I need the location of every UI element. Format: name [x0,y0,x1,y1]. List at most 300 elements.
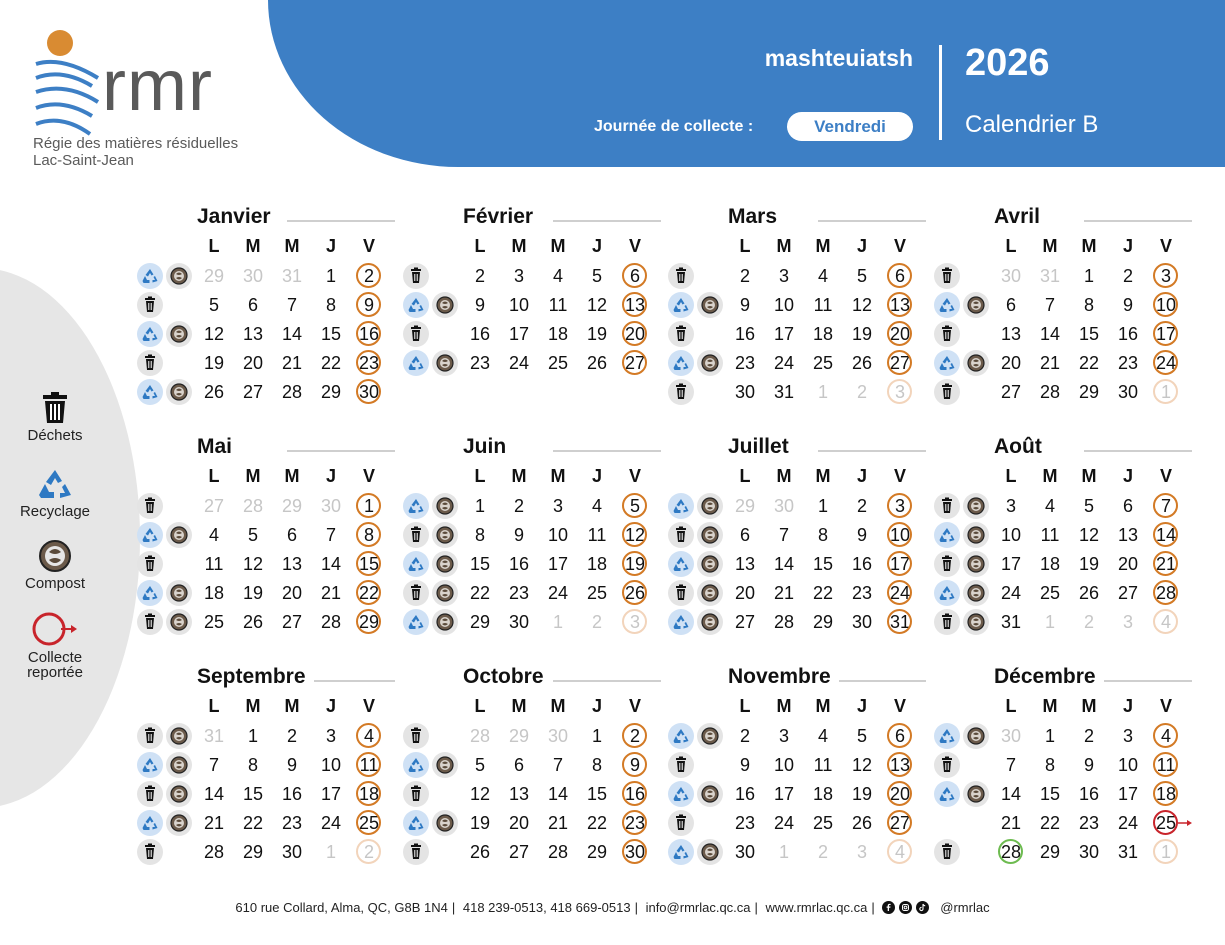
calendar-day: 1 [817,496,828,516]
legend-item-postponed [10,612,100,680]
recycling-icon [403,292,429,318]
calendar-day: 19 [469,813,491,833]
month-divider [287,220,395,222]
calendar-day: 23 [1078,813,1100,833]
calendar-day: 10 [773,755,795,775]
calendar-day: 17 [547,554,569,574]
calendar-day: 2 [739,266,750,286]
calendar-day: 11 [813,755,833,775]
calendar-day: 6 [286,525,297,545]
weekday-header: L [474,696,486,716]
trash-icon [137,723,163,749]
compost-icon [166,580,192,606]
calendar-day: 17 [1117,784,1139,804]
calendar-day: 28 [547,842,569,862]
month-divider [818,220,926,222]
header-divider [939,45,942,140]
weekday-header: M [550,466,566,486]
calendar-day: 16 [281,784,303,804]
compost-icon [697,723,723,749]
calendar-day: 9 [739,755,750,775]
weekday-header: L [1005,236,1017,256]
recycling-icon [668,723,694,749]
month-divider [287,450,395,452]
weekday-header: M [1081,236,1097,256]
weekday-header: J [591,466,602,486]
calendar-day: 23 [734,813,756,833]
calendar-day: 20 [734,583,756,603]
calendar-day: 2 [856,496,867,516]
month-12 [934,665,1192,875]
calendar-day: 30 [242,266,264,286]
weekday-header: V [1159,236,1172,256]
calendar-day: 7 [286,295,297,315]
calendar-day: 15 [1039,784,1061,804]
footer-website[interactable]: www.rmrlac.qc.ca [765,900,868,915]
calendar-day: 23 [734,353,756,373]
logo-waves-icon [32,56,102,146]
calendar-day: 11 [813,295,833,315]
calendar-day: 1 [591,726,602,746]
calendar-day: 30 [1117,382,1139,402]
recycling-icon [137,379,163,405]
weekday-header: M [1042,696,1058,716]
calendar-day: 13 [734,554,756,574]
calendar-day: 31 [773,382,795,402]
calendar-day: 13 [242,324,264,344]
compost-icon [697,350,723,376]
month-3 [668,205,926,415]
calendar-day: 13 [508,784,530,804]
compost-icon [697,609,723,635]
postponed-arrow-icon [1178,818,1192,828]
footer-email[interactable]: info@rmrlac.qc.ca [645,900,751,915]
trash-icon [137,350,163,376]
calendar-day: 27 [885,349,915,377]
calendar-day: 5 [1083,496,1094,516]
calendar-day: 6 [739,525,750,545]
calendar-day: 25 [1039,583,1061,603]
month-title: Décembre [994,665,1104,689]
calendar-day: 1 [474,496,485,516]
calendar-day: 18 [1039,554,1061,574]
recycling-icon [934,292,960,318]
weekday-header: M [511,236,527,256]
calendar-day: 1 [354,492,384,520]
logo-wordmark: rmr [102,46,213,126]
calendar-day: 7 [778,525,789,545]
calendar-day: 1 [1044,726,1055,746]
calendar-day: 4 [1151,608,1181,636]
weekday-header: V [1159,696,1172,716]
trash-icon [403,839,429,865]
recycling-icon [137,263,163,289]
calendar-day: 21 [281,353,303,373]
calendar-day: 6 [513,755,524,775]
calendar-day: 7 [552,755,563,775]
footer: 610 rue Collard, Alma, QC, G8B 1N4 | 418 239-0513, 418 669-0513 | info@rmrlac.qc.ca | www.rmrlac.qc.ca | @rmrlac [235,900,990,915]
weekday-header: L [739,466,751,486]
compost-icon [432,580,458,606]
compost-icon [166,723,192,749]
calendar-day: 24 [508,353,530,373]
calendar-day: 30 [1000,266,1022,286]
calendar-day: 4 [817,266,828,286]
calendar-day: 2 [1122,266,1133,286]
calendar-day: 30 [354,378,384,406]
compost-icon [432,551,458,577]
calendar-day: 3 [856,842,867,862]
month-divider [553,680,661,682]
calendar-day: 5 [620,492,650,520]
calendar-day: 30 [734,382,756,402]
calendar-day: 27 [203,496,225,516]
calendar-day: 24 [320,813,342,833]
collection-day-badge: Vendredi [787,112,913,141]
calendar-day: 30 [851,612,873,632]
trash-icon [934,379,960,405]
recycling-icon [403,493,429,519]
calendar-day: 31 [1000,612,1022,632]
month-6 [403,435,661,645]
compost-icon [432,609,458,635]
calendar-day: 17 [773,324,795,344]
side-decoration [0,268,140,808]
trash-icon [403,580,429,606]
calendar-day: 24 [773,353,795,373]
weekday-header: J [1122,466,1133,486]
calendar-day: 30 [773,496,795,516]
calendar-day: 17 [1000,554,1022,574]
compost-icon [963,551,989,577]
calendar-day: 5 [247,525,258,545]
month-title: Août [994,435,1050,459]
calendar-day: 31 [203,726,225,746]
calendar-day: 27 [1000,382,1022,402]
weekday-header: M [511,466,527,486]
facebook-icon[interactable] [882,901,895,914]
legend-label-recycling: Recyclage [19,503,91,520]
calendar-day: 15 [354,550,384,578]
compost-icon [166,781,192,807]
recycling-icon [403,752,429,778]
postponed-icon [31,612,79,646]
logo-subtitle-line2: Lac-Saint-Jean [33,152,134,169]
calendar-day: 3 [885,492,915,520]
footer-social-handle[interactable]: @rmrlac [940,900,990,915]
logo-dot [47,30,73,56]
compost-icon [963,580,989,606]
calendar-day: 15 [812,554,834,574]
recycling-icon [403,350,429,376]
calendar-day: 24 [885,579,915,607]
trash-icon [403,263,429,289]
recycling-icon [403,810,429,836]
calendar-day: 18 [812,784,834,804]
calendar-day: 2 [817,842,828,862]
calendar-day: 10 [885,521,915,549]
compost-icon [166,609,192,635]
calendar-day: 6 [1122,496,1133,516]
recycling-icon [934,723,960,749]
trash-icon [403,522,429,548]
weekday-header: J [325,236,336,256]
calendar-day: 22 [354,579,384,607]
legend-item-recycling [10,468,100,519]
compost-icon [963,522,989,548]
calendar-day: 27 [508,842,530,862]
trash-icon [403,321,429,347]
weekday-header: M [550,696,566,716]
rmr-logo [32,30,272,170]
month-title: Octobre [463,665,552,689]
calendar-day: 17 [885,550,915,578]
calendar-day: 31 [281,266,303,286]
calendar-day: 26 [586,353,608,373]
weekday-header: V [362,466,375,486]
calendar-day: 23 [281,813,303,833]
calendar-day: 29 [203,266,225,286]
calendar-day: 13 [1117,525,1139,545]
calendar-day: 26 [203,382,225,402]
weekday-header: M [284,696,300,716]
calendar-day: 30 [1078,842,1100,862]
calendar-day: 2 [739,726,750,746]
calendar-day: 5 [591,266,602,286]
weekday-header: V [628,466,641,486]
weekday-header: L [474,466,486,486]
trash-icon [934,551,960,577]
calendar-day: 19 [1078,554,1100,574]
municipality-name: mashteuiatsh [764,45,913,71]
calendar-day: 9 [354,291,384,319]
calendar-day: 19 [851,324,873,344]
calendar-day: 30 [281,842,303,862]
compost-icon [432,522,458,548]
calendar-day: 2 [474,266,485,286]
calendar-day: 7 [208,755,219,775]
calendar-day: 19 [851,784,873,804]
calendar-day: 22 [469,583,491,603]
recycling-icon [403,551,429,577]
calendar-day: 14 [1000,784,1022,804]
calendar-day: 28 [1151,579,1181,607]
calendar-day: 23 [851,583,873,603]
calendar-day: 15 [242,784,264,804]
calendar-day: 18 [547,324,569,344]
calendar-day: 22 [242,813,264,833]
calendar-day: 4 [817,726,828,746]
calendar-day: 11 [587,525,607,545]
calendar-day: 30 [734,842,756,862]
trash-icon [137,781,163,807]
calendar-day: 19 [620,550,650,578]
calendar-day: 28 [996,838,1026,866]
calendar-day: 16 [354,320,384,348]
recycling-icon [137,580,163,606]
calendar-day: 19 [242,583,264,603]
calendar-day: 20 [885,320,915,348]
calendar-day: 14 [1151,521,1181,549]
calendar-day: 22 [812,583,834,603]
compost-icon [432,810,458,836]
weekday-header: V [893,236,906,256]
calendar-day: 16 [620,780,650,808]
compost-icon [697,522,723,548]
weekday-header: L [739,696,751,716]
calendar-day: 28 [320,612,342,632]
calendar-day: 28 [1039,382,1061,402]
weekday-header: M [245,236,261,256]
month-2 [403,205,661,415]
weekday-header: M [776,236,792,256]
calendar-day: 19 [203,353,225,373]
calendar-day: 11 [204,554,224,574]
compost-icon [697,839,723,865]
calendar-day: 6 [620,262,650,290]
calendar-day: 18 [586,554,608,574]
footer-address: 610 rue Collard, Alma, QC, G8B 1N4 [235,900,448,915]
calendar-day: 9 [513,525,524,545]
trash-icon [934,263,960,289]
weekday-header: J [856,236,867,256]
month-8 [934,435,1192,645]
calendar-day: 4 [1151,722,1181,750]
calendar-day: 3 [1005,496,1016,516]
legend-item-trash [10,392,100,443]
weekday-header: V [628,696,641,716]
trash-icon [137,839,163,865]
calendar-day: 25 [203,612,225,632]
calendar-day: 16 [508,554,530,574]
weekday-header: J [591,696,602,716]
calendar-day: 1 [1044,612,1055,632]
calendar-day: 17 [773,784,795,804]
calendar-day: 13 [1000,324,1022,344]
calendar-day: 16 [469,324,491,344]
calendar-day: 31 [1039,266,1061,286]
recycling-icon [668,493,694,519]
trash-icon [934,493,960,519]
calendar-day: 1 [325,266,336,286]
calendar-day: 28 [203,842,225,862]
calendar-day: 2 [591,612,602,632]
recycling-icon [934,580,960,606]
legend-label-trash: Déchets [27,427,83,444]
weekday-header: M [1042,236,1058,256]
footer-social-icons [882,900,932,915]
calendar-day: 14 [320,554,342,574]
calendar-day: 14 [547,784,569,804]
calendar-day: 3 [885,378,915,406]
calendar-day: 18 [812,324,834,344]
recycling-icon [668,781,694,807]
calendar-name: Calendrier B [965,111,1099,138]
tiktok-icon[interactable] [916,901,929,914]
calendar-day: 2 [354,262,384,290]
calendar-day: 16 [1078,784,1100,804]
trash-icon [668,522,694,548]
calendar-day: 27 [281,612,303,632]
calendar-day: 20 [1000,353,1022,373]
calendar-day: 22 [1078,353,1100,373]
month-divider [818,450,926,452]
calendar-day: 2 [1083,726,1094,746]
calendar-day: 21 [1151,550,1181,578]
compost-icon [166,752,192,778]
calendar-day: 30 [320,496,342,516]
weekday-header: M [1042,466,1058,486]
instagram-icon[interactable] [899,901,912,914]
calendar-day: 24 [773,813,795,833]
weekday-header: V [362,696,375,716]
calendar-day: 14 [281,324,303,344]
calendar-day: 16 [734,324,756,344]
calendar-day: 18 [203,583,225,603]
calendar-day: 30 [1000,726,1022,746]
trash-icon [934,609,960,635]
recycling-icon [668,839,694,865]
recycling-icon [137,522,163,548]
calendar-day: 20 [281,583,303,603]
weekday-header: L [208,696,220,716]
weekday-header: M [284,236,300,256]
month-title: Avril [994,205,1048,229]
calendar-day: 2 [620,722,650,750]
calendar-day: 10 [508,295,530,315]
recycling-icon [38,468,72,500]
calendar-day: 28 [773,612,795,632]
weekday-header: L [1005,696,1017,716]
calendar-day: 1 [552,612,563,632]
calendar-day: 14 [203,784,225,804]
footer-phones: 418 239-0513, 418 669-0513 [462,900,631,915]
month-title: Juillet [728,435,797,459]
calendar-day: 25 [354,809,384,837]
calendar-day: 15 [586,784,608,804]
calendar-day: 7 [1151,492,1181,520]
calendar-day: 6 [885,262,915,290]
calendar-day: 8 [1044,755,1055,775]
calendar-day: 13 [885,751,915,779]
recycling-icon [934,522,960,548]
calendar-day: 14 [773,554,795,574]
calendar-day: 3 [552,496,563,516]
trash-icon [668,321,694,347]
calendar-day: 6 [247,295,258,315]
month-5 [137,435,395,645]
calendar-day: 2 [1083,612,1094,632]
calendar-day: 16 [734,784,756,804]
logo-subtitle-line1: Régie des matières résiduelles [33,135,239,152]
calendar-day: 8 [325,295,336,315]
month-title: Septembre [197,665,314,689]
compost-icon [166,263,192,289]
calendar-day: 21 [547,813,569,833]
compost-icon [963,350,989,376]
weekday-header: M [511,696,527,716]
recycling-icon [934,350,960,376]
calendar-day: 18 [354,780,384,808]
compost-icon [963,493,989,519]
calendar-day: 8 [591,755,602,775]
calendar-day: 12 [242,554,264,574]
weekday-header: L [1005,466,1017,486]
calendar-day: 24 [547,583,569,603]
calendar-day: 8 [1083,295,1094,315]
trash-icon [668,752,694,778]
calendar-day: 1 [778,842,789,862]
